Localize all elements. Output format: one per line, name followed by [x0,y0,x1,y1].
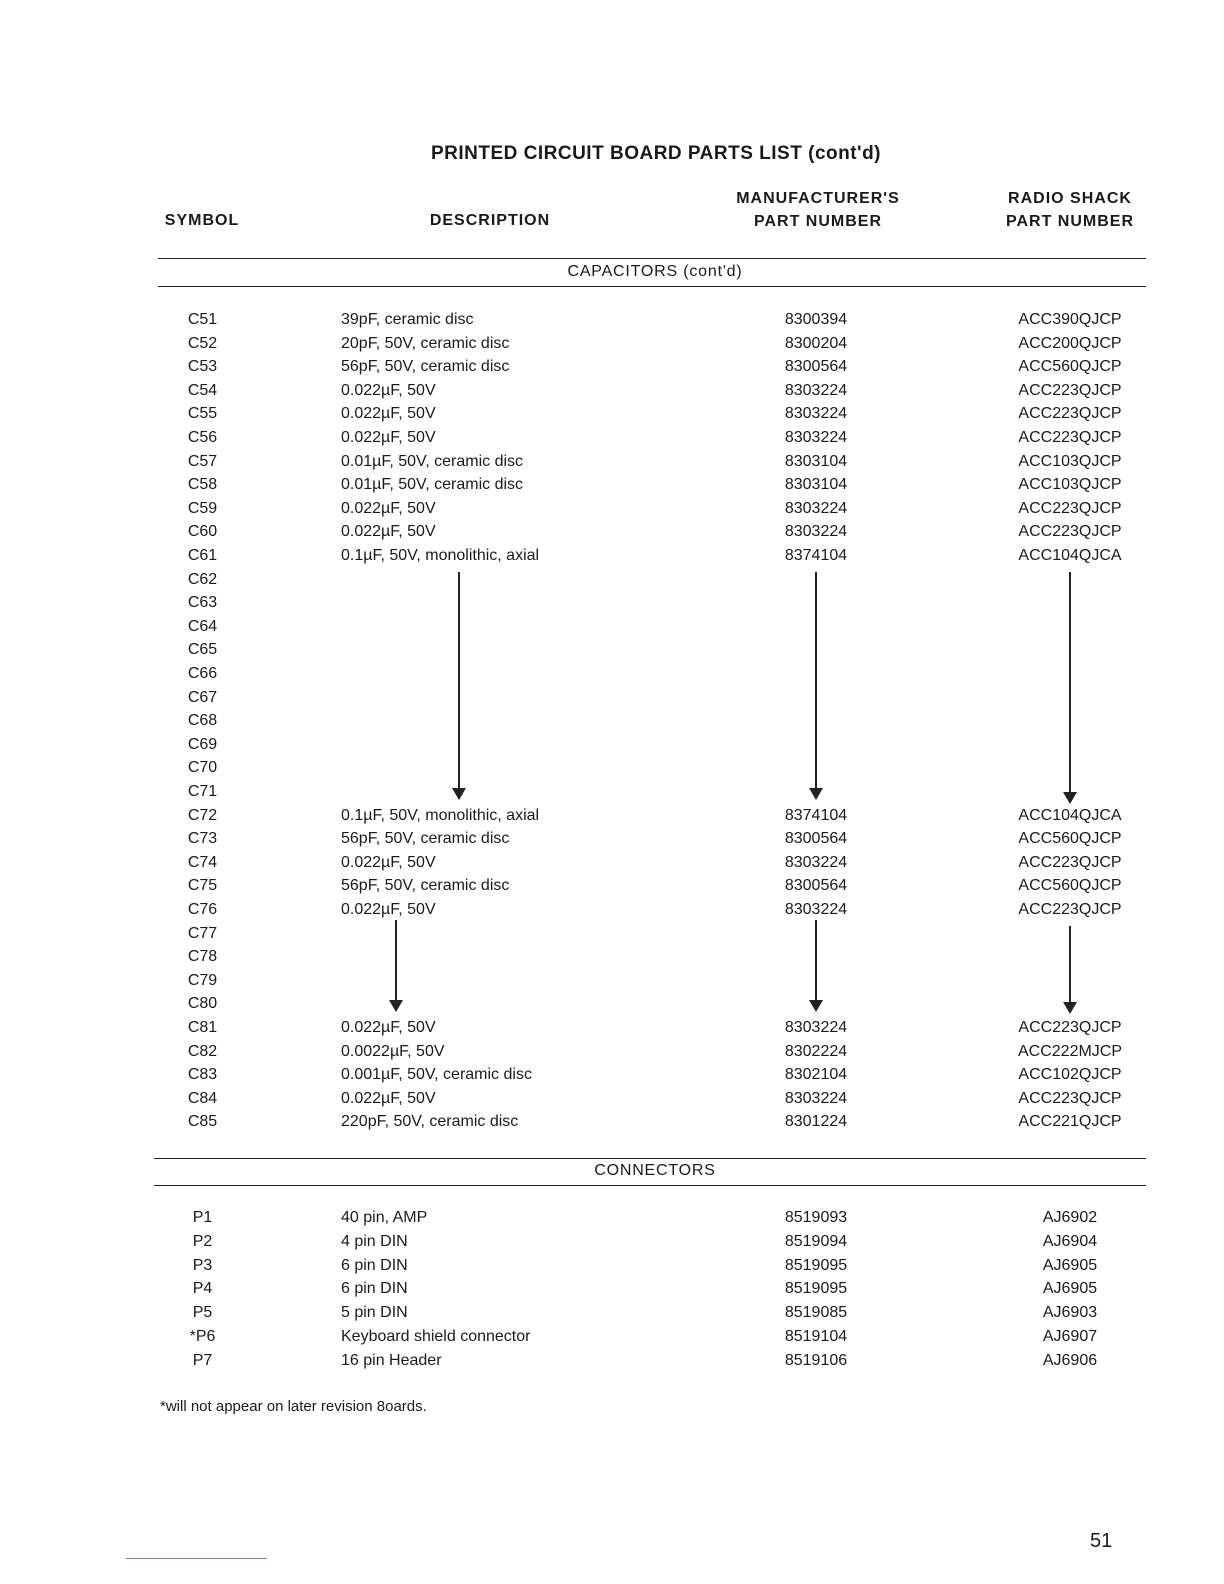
table-row [0,665,1224,689]
radio-shack-part-number-cell: ACC221QJCP [1018,1113,1122,1131]
table-row [0,618,1224,642]
header-symbol: SYMBOL [164,212,240,229]
divider [154,1185,1146,1186]
table-row [0,1304,1224,1328]
symbol-cell: C74 [187,853,218,871]
table-row [0,594,1224,618]
mfr-part-number-cell: 8303224 [784,853,848,871]
radio-shack-part-number-cell: AJ6905 [1042,1256,1098,1274]
ditto-arrow [1069,572,1071,794]
table-row [0,1233,1224,1257]
description-cell: 39pF, ceramic disc [341,311,474,328]
description-cell: 4 pin DIN [341,1232,408,1250]
table-row [0,877,1224,901]
mfr-part-number-cell: 8300564 [784,358,848,376]
symbol-cell: C70 [187,759,218,777]
table-row [0,901,1224,925]
divider [158,286,1146,287]
description-cell: 0.022µF, 50V [341,523,436,541]
ditto-arrow [1069,926,1071,1004]
radio-shack-part-number-cell: ACC223QJCP [1018,1089,1122,1107]
mfr-part-number-cell: 8519085 [784,1304,848,1322]
radio-shack-part-number-cell: ACC223QJCP [1018,901,1122,918]
symbol-cell: C63 [187,594,218,612]
symbol-cell: C60 [187,523,218,541]
section-label-capacitors: CAPACITORS (cont'd) [567,263,743,280]
table-row [0,783,1224,807]
description-cell: 6 pin DIN [341,1256,408,1274]
symbol-cell: C57 [187,452,218,470]
radio-shack-part-number-cell: AJ6904 [1042,1232,1098,1250]
mfr-part-number-cell: 8374104 [784,806,848,824]
radio-shack-part-number-cell: AJ6907 [1042,1328,1098,1345]
mfr-part-number-cell: 8519104 [784,1328,848,1345]
symbol-cell: C76 [187,901,218,918]
description-cell: 0.01µF, 50V, ceramic disc [341,452,524,470]
radio-shack-part-number-cell: ACC222MJCP [1017,1042,1123,1060]
divider [158,258,1146,259]
page-title: PRINTED CIRCUIT BOARD PARTS LIST (cont'd) [430,143,882,164]
symbol-cell: C59 [187,499,218,517]
description-cell: 56pF, 50V, ceramic disc [341,830,510,848]
description-cell: 0.022µF, 50V [341,1019,436,1036]
symbol-cell: C54 [187,381,218,399]
table-row [0,1090,1224,1114]
radio-shack-part-number-cell: ACC223QJCP [1018,523,1122,541]
table-row [0,830,1224,854]
radio-shack-part-number-cell: ACC223QJCP [1018,381,1122,399]
radio-shack-part-number-cell: ACC390QJCP [1018,311,1122,328]
table-row [0,1043,1224,1067]
description-cell: Keyboard shield connector [341,1328,531,1345]
mfr-part-number-cell: 8303224 [784,1019,848,1036]
symbol-cell: P4 [192,1280,213,1298]
header-rs-line1: RADIO SHACK [1008,190,1132,207]
symbol-cell: C80 [187,995,218,1013]
description-cell: 0.022µF, 50V [341,381,436,399]
ditto-arrow [815,572,817,790]
description-cell: 0.01µF, 50V, ceramic disc [341,476,524,494]
mfr-part-number-cell: 8303104 [784,452,848,470]
mfr-part-number-cell: 8301224 [784,1113,848,1131]
symbol-cell: C85 [187,1113,218,1131]
symbol-cell: C69 [187,735,218,753]
radio-shack-part-number-cell: ACC223QJCP [1018,853,1122,871]
symbol-cell: C75 [187,877,218,895]
description-cell: 20pF, 50V, ceramic disc [341,334,510,352]
table-row [0,571,1224,595]
symbol-cell: C77 [187,924,218,942]
description-cell: 0.1µF, 50V, monolithic, axial [341,806,540,824]
mfr-part-number-cell: 8300564 [784,877,848,895]
symbol-cell: C84 [187,1089,218,1107]
radio-shack-part-number-cell: ACC102QJCP [1018,1066,1122,1084]
ditto-arrow [815,920,817,1002]
table-row [0,854,1224,878]
description-cell: 0.022µF, 50V [341,1089,436,1107]
symbol-cell: C51 [187,311,218,328]
table-row [0,1209,1224,1233]
radio-shack-part-number-cell: ACC560QJCP [1018,358,1122,376]
table-row [0,453,1224,477]
mfr-part-number-cell: 8302224 [784,1042,848,1060]
radio-shack-part-number-cell: ACC103QJCP [1018,452,1122,470]
symbol-cell: *P6 [189,1328,216,1345]
symbol-cell: C67 [187,688,218,706]
radio-shack-part-number-cell: ACC223QJCP [1018,405,1122,423]
symbol-cell: C68 [187,712,218,730]
symbol-cell: C65 [187,641,218,659]
table-row [0,1066,1224,1090]
radio-shack-part-number-cell: ACC200QJCP [1018,334,1122,352]
table-row [0,972,1224,996]
symbol-cell: P2 [192,1232,213,1250]
table-row [0,311,1224,335]
section-label-connectors: CONNECTORS [594,1162,716,1179]
table-row [0,1113,1224,1137]
table-row [0,405,1224,429]
mfr-part-number-cell: 8300394 [784,311,848,328]
radio-shack-part-number-cell: ACC104QJCA [1018,806,1122,824]
symbol-cell: C58 [187,476,218,494]
radio-shack-part-number-cell: AJ6906 [1042,1351,1098,1369]
description-cell: 16 pin Header [341,1351,442,1369]
radio-shack-part-number-cell: ACC560QJCP [1018,830,1122,848]
table-row [0,429,1224,453]
mfr-part-number-cell: 8300564 [784,830,848,848]
symbol-cell: C78 [187,948,218,966]
symbol-cell: C64 [187,617,218,635]
radio-shack-part-number-cell: ACC223QJCP [1018,499,1122,517]
table-row [0,948,1224,972]
header-mfr-line2: PART NUMBER [753,213,883,230]
description-cell: 0.022µF, 50V [341,499,436,517]
divider [126,1558,267,1559]
symbol-cell: P1 [192,1209,213,1226]
symbol-cell: C62 [187,570,218,588]
mfr-part-number-cell: 8303224 [784,429,848,446]
table-row [0,476,1224,500]
table-row [0,382,1224,406]
symbol-cell: C52 [187,334,218,352]
description-cell: 0.001µF, 50V, ceramic disc [341,1066,532,1084]
mfr-part-number-cell: 8303224 [784,901,848,918]
mfr-part-number-cell: 8519095 [784,1256,848,1274]
symbol-cell: C53 [187,358,218,376]
symbol-cell: C81 [187,1019,218,1036]
description-cell: 56pF, 50V, ceramic disc [341,877,510,895]
symbol-cell: C82 [187,1042,218,1060]
description-cell: 0.022µF, 50V [341,405,436,423]
page-number: 51 [1090,1530,1113,1552]
mfr-part-number-cell: 8303224 [784,499,848,517]
symbol-cell: C66 [187,665,218,682]
table-row [0,1257,1224,1281]
description-cell: 0.1µF, 50V, monolithic, axial [341,547,540,564]
mfr-part-number-cell: 8303224 [784,405,848,423]
mfr-part-number-cell: 8300204 [784,334,848,352]
table-row [0,547,1224,571]
radio-shack-part-number-cell: ACC103QJCP [1018,476,1122,494]
symbol-cell: P7 [192,1351,213,1369]
ditto-arrow [458,572,460,790]
mfr-part-number-cell: 8374104 [784,547,848,564]
symbol-cell: C56 [187,429,218,446]
table-row [0,1352,1224,1376]
table-row [0,358,1224,382]
mfr-part-number-cell: 8303104 [784,476,848,494]
description-cell: 0.022µF, 50V [341,853,436,871]
mfr-part-number-cell: 8519095 [784,1280,848,1298]
symbol-cell: P5 [192,1304,213,1322]
table-row [0,807,1224,831]
symbol-cell: C71 [187,783,218,800]
mfr-part-number-cell: 8303224 [784,381,848,399]
divider [154,1158,1146,1159]
description-cell: 0.022µF, 50V [341,429,436,446]
radio-shack-part-number-cell: ACC223QJCP [1018,429,1122,446]
radio-shack-part-number-cell: ACC104QJCA [1018,547,1122,564]
radio-shack-part-number-cell: ACC223QJCP [1018,1019,1122,1036]
radio-shack-part-number-cell: ACC560QJCP [1018,877,1122,895]
description-cell: 56pF, 50V, ceramic disc [341,358,510,376]
symbol-cell: C73 [187,830,218,848]
mfr-part-number-cell: 8303224 [784,523,848,541]
table-row [0,1280,1224,1304]
description-cell: 0.0022µF, 50V [341,1042,445,1060]
header-rs-line2: PART NUMBER [1005,213,1135,230]
mfr-part-number-cell: 8302104 [784,1066,848,1084]
footnote: *will not appear on later revision 8oards. [160,1398,427,1415]
symbol-cell: C72 [187,806,218,824]
mfr-part-number-cell: 8519093 [784,1209,848,1226]
symbol-cell: C55 [187,405,218,423]
table-row [0,736,1224,760]
description-cell: 220pF, 50V, ceramic disc [341,1113,519,1131]
radio-shack-part-number-cell: AJ6905 [1042,1280,1098,1298]
table-row [0,1019,1224,1043]
mfr-part-number-cell: 8519106 [784,1351,848,1369]
symbol-cell: P3 [192,1256,213,1274]
table-row [0,641,1224,665]
table-row [0,712,1224,736]
symbol-cell: C61 [187,547,218,564]
table-row [0,500,1224,524]
description-cell: 40 pin, AMP [341,1209,428,1226]
table-row [0,759,1224,783]
table-row [0,523,1224,547]
header-mfr-line1: MANUFACTURER'S [736,190,900,207]
table-row [0,689,1224,713]
header-description: DESCRIPTION [429,212,551,229]
table-row [0,1328,1224,1352]
table-row [0,995,1224,1019]
mfr-part-number-cell: 8519094 [784,1232,848,1250]
table-row [0,335,1224,359]
radio-shack-part-number-cell: AJ6902 [1042,1209,1098,1226]
description-cell: 5 pin DIN [341,1304,408,1322]
symbol-cell: C83 [187,1066,218,1084]
radio-shack-part-number-cell: AJ6903 [1042,1304,1098,1322]
mfr-part-number-cell: 8303224 [784,1089,848,1107]
description-cell: 6 pin DIN [341,1280,408,1298]
symbol-cell: C79 [187,971,218,989]
description-cell: 0.022µF, 50V [341,901,436,918]
table-row [0,925,1224,949]
ditto-arrow [395,920,397,1002]
